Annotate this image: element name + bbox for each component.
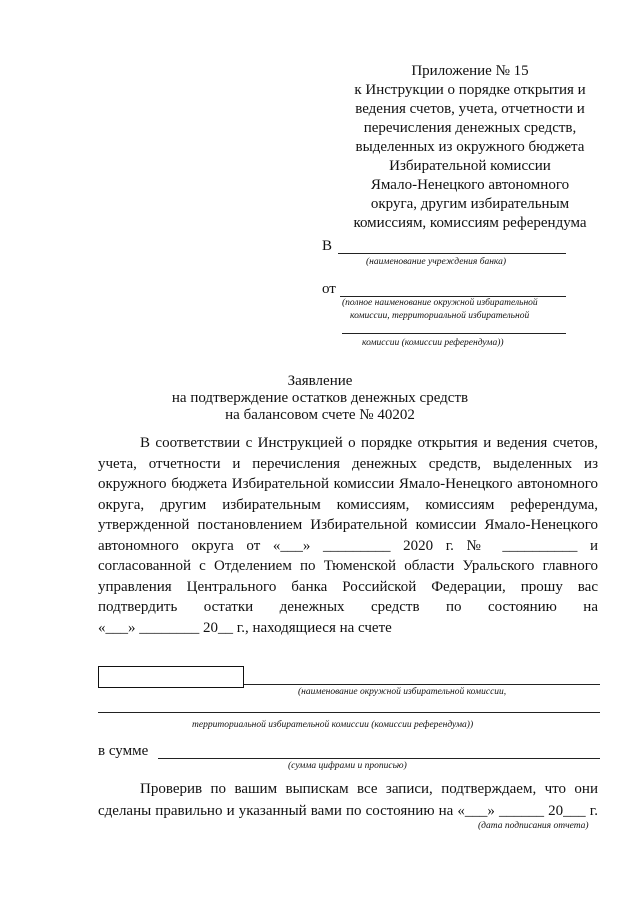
confirm-paragraph: [98, 778, 598, 822]
appendix-line: комиссиям, комиссиям референдума: [353, 215, 587, 231]
sum-field[interactable]: [158, 758, 600, 759]
sum-caption: (сумма цифрами и прописью): [288, 761, 407, 771]
confirm-date-caption: (дата подписания отчета): [478, 821, 589, 831]
appendix-line: Приложение № 15: [411, 63, 529, 79]
body-line: утвержденной постановлением Избирательной комиссии Ямало-Ненецкого: [98, 517, 598, 533]
appendix-line: Избирательной комиссии: [389, 158, 551, 174]
bank-name-field[interactable]: [338, 253, 566, 254]
appendix-line: Ямало-Ненецкого автономного: [370, 177, 570, 193]
appendix-header: [340, 62, 600, 233]
body-line: учета, отчетности и перечисления денежных средств, выделенных из: [98, 455, 598, 472]
title-line-3: на балансовом счете № 40202: [225, 407, 415, 423]
appendix-line: ведения счетов, учета, отчетности и: [355, 101, 585, 117]
commission-account-field[interactable]: [244, 684, 600, 685]
redacted-box: [98, 666, 244, 688]
confirm-line-2: сделаны правильно и указанный вами по состоянию на «___» ______ 20___ г.: [98, 803, 598, 819]
document-title: [0, 373, 640, 424]
body-line: подтвердить остатки денежных средств по состоянию на: [98, 599, 598, 615]
appendix-line: округа, другим избирательным: [370, 196, 570, 212]
body-line: В соответствии с Инструкцией о порядке открытия и ведения счетов,: [140, 435, 598, 451]
body-line: округа, другим избирательным комиссиям, комиссиям референдума,: [98, 496, 598, 513]
body-line: автономного округа от «___» _________ 2020 г. № __________ и: [98, 537, 598, 554]
commission-name-field-2[interactable]: [342, 333, 566, 334]
confirm-line-1: Проверив по вашим выпискам все записи, подтверждаем, что они: [140, 781, 598, 797]
body-paragraph: [98, 433, 598, 638]
from-caption-2: комиссии, территориальной избирательной: [350, 311, 530, 321]
appendix-line: к Инструкции о порядке открытия и: [354, 82, 586, 98]
sum-prefix: в сумме: [98, 743, 149, 759]
commission-caption-2: территориальной избирательной комиссии (комиссии референдума)): [192, 720, 474, 730]
appendix-line: выделенных из окружного бюджета: [355, 139, 585, 155]
from-caption-1: (полное наименование окружной избирательной: [342, 298, 538, 308]
to-bank-prefix: В: [322, 238, 333, 254]
commission-account-field-2[interactable]: [98, 712, 600, 713]
from-prefix: от: [322, 281, 336, 297]
title-line-1: Заявление: [287, 373, 353, 389]
body-line: управления Центрального банка Российской Федерации, прошу вас: [98, 578, 598, 595]
commission-caption-1: (наименование окружной избирательной комиссии,: [298, 687, 507, 697]
body-line: «___» ________ 20__ г., находящиеся на счете: [98, 619, 392, 636]
title-line-2: на подтверждение остатков денежных средств: [171, 390, 469, 406]
from-caption-3: комиссии (комиссии референдума)): [362, 338, 504, 348]
body-line: окружного бюджета Избирательной комиссии Ямало-Ненецкого автономного: [98, 476, 598, 492]
body-line: согласованной с Отделением по Тюменской области Уральского главного: [98, 558, 598, 574]
commission-name-field[interactable]: [340, 296, 566, 297]
bank-name-caption: (наименование учреждения банка): [366, 257, 507, 267]
appendix-line: перечисления денежных средств,: [363, 120, 577, 136]
